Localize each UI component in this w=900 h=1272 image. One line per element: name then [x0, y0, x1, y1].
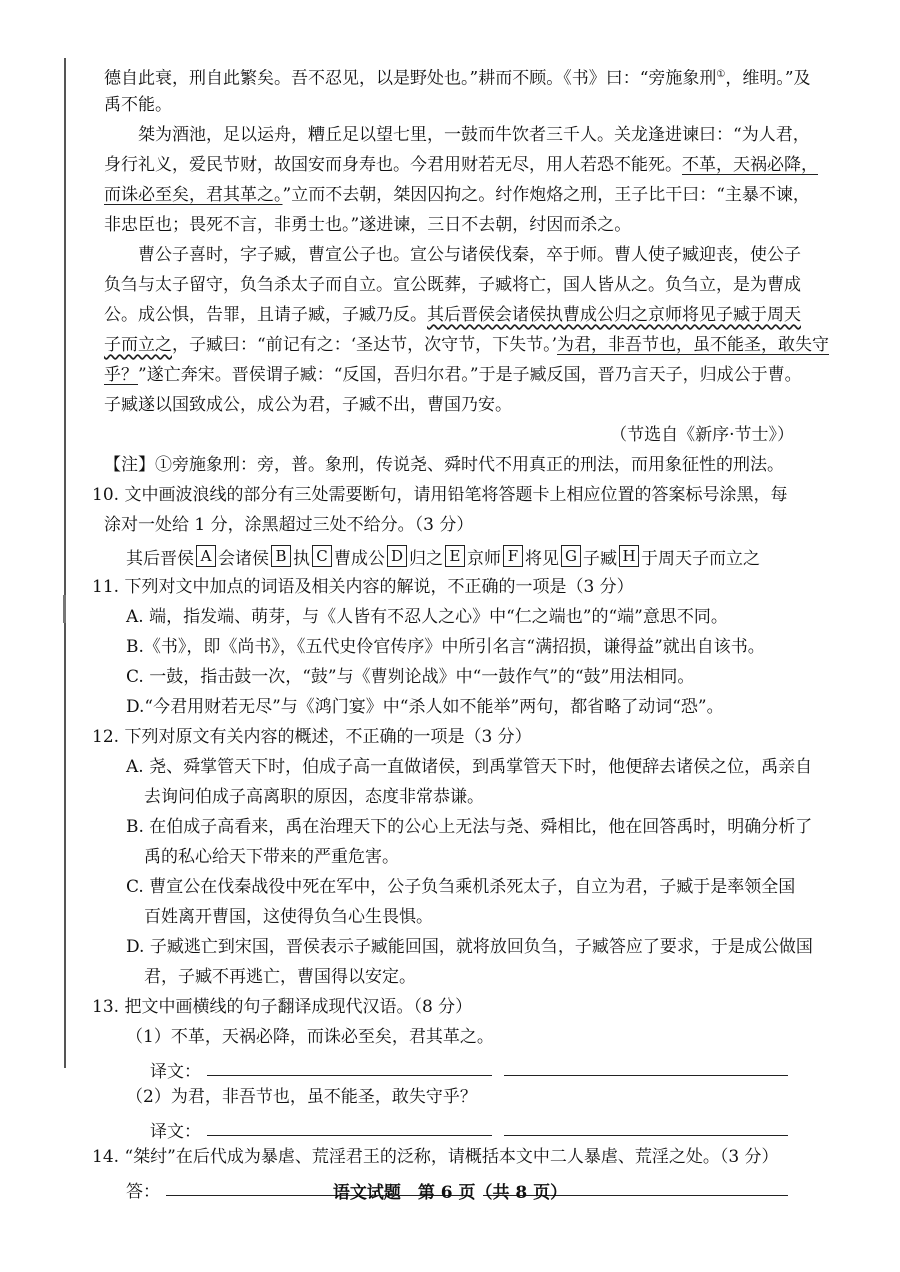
question-11-option-c[interactable]: C. 一鼓，指击鼓一次，“鼓”与《曹刿论战》中“一鼓作气”的“鼓”用法相同。	[126, 667, 695, 687]
question-12-option-b-cont[interactable]: 禹的私心给天下带来的严重危害。	[144, 847, 399, 867]
passage-line	[104, 300, 801, 330]
sentence-segment: 将见	[525, 548, 559, 569]
passage-line: 曹公子喜时，字子臧，曹宣公子也。宣公与诸侯伐秦，卒于师。曹人使子臧迎丧，使公子	[138, 245, 801, 265]
answer-box-h[interactable]: H	[619, 545, 639, 567]
sentence-segment: 京师	[467, 548, 501, 569]
exam-page	[92, 60, 829, 1202]
question-13-sentence-2: （2）为君，非吾节也，虽不能圣，敢失守乎？	[126, 1087, 477, 1107]
passage-text: 德自此衰，刑自此繁矣。吾不忍见，以是野处也。”耕而不顾。《书》曰：“旁施象刑	[104, 68, 717, 89]
question-12-option-d[interactable]: D. 子臧逃亡到宋国，晋侯表示子臧能回国，就将放回负刍，子臧答应了要求，于是成公做国	[126, 937, 813, 957]
passage-line: 桀为酒池，足以运舟，糟丘足以望七里，一鼓而牛饮者三千人。关龙逢进谏曰：“为人君，	[138, 125, 810, 145]
question-12-option-a-cont[interactable]: 去询问伯成子高离职的原因，态度非常恭谦。	[144, 787, 484, 807]
answer-box-a[interactable]: A	[196, 545, 216, 567]
passage-line	[104, 150, 818, 180]
underlined-sentence: 而诛必至矣，君其革之。	[104, 185, 283, 205]
question-11-option-d[interactable]: D.“今君用财若无尽”与《鸿门宴》中“杀人如不能举”两句，都省略了动词“恐”。	[126, 697, 724, 717]
sentence-segment: 于周天子而立之	[641, 548, 760, 569]
passage-source: （节选自《新序·节士》）	[610, 425, 794, 445]
question-10-stem-cont: 涂对一处给 1 分，涂黑超过三处不给分。（3 分）	[104, 515, 474, 535]
underlined-sentence: 不革，天祸必降，	[682, 155, 818, 175]
question-11-option-a[interactable]: A. 端，指发端、萌芽，与《人皆有不忍人之心》中“仁之端也”的“端”意思不同。	[126, 607, 728, 627]
underlined-sentence: 乎？	[104, 365, 138, 385]
sentence-segment: 执	[293, 548, 310, 569]
passage-text: ，子臧曰：“前记有之：‘圣达节，次守节，下失节。’	[172, 335, 557, 355]
footnote-marker: ①	[716, 69, 726, 80]
answer-box-d[interactable]: D	[387, 545, 407, 567]
passage-text: 身行礼义，爱民节财，故国安而身寿也。今君用财若无尽，用人若恐不能死。	[104, 155, 682, 175]
sentence-segment: 曹成公	[334, 548, 385, 569]
question-10-stem: 10. 文中画波浪线的部分有三处需要断句，请用铅笔将答题卡上相应位置的答案标号涂黑，每	[92, 485, 788, 505]
page-footer: 语文试题 第 6 页（共 8 页）	[332, 1183, 568, 1203]
margin-tick	[63, 595, 66, 623]
answer-box-b[interactable]: B	[271, 545, 291, 567]
question-11-option-b[interactable]: B.《书》，即《尚书》，《五代史伶官传序》中所引名言“满招损，谦得益”就出自该书。	[126, 637, 765, 657]
question-13-sentence-1: （1）不革，天祸必降，而诛必至矣，君其革之。	[126, 1027, 494, 1047]
question-13-stem: 13. 把文中画横线的句子翻译成现代汉语。（8 分）	[92, 997, 473, 1017]
question-12-option-b[interactable]: B. 在伯成子高看来，禹在治理天下的公心上无法与尧、舜相比，他在回答禹时，明确分析了	[126, 817, 813, 837]
passage-text: ，维明。”及	[725, 68, 811, 89]
answer-box-f[interactable]: F	[503, 545, 523, 567]
sentence-segment: 归之	[409, 548, 443, 569]
question-14-stem: 14. “桀纣”在后代成为暴虐、荒淫君王的泛称，请概括本文中二人暴虐、荒淫之处。（3 分）	[92, 1147, 779, 1167]
sentence-segment: 会诸侯	[218, 548, 269, 569]
passage-line	[104, 330, 829, 360]
question-12-option-d-cont[interactable]: 君，子臧不再逃亡，曹国得以安定。	[144, 967, 416, 987]
passage-line	[104, 60, 811, 90]
passage-note: 【注】①旁施象刑：旁，普。象刑，传说尧、舜时代不用真正的刑法，而用象征性的刑法。	[104, 455, 784, 475]
translation-label: 译文：	[150, 1062, 201, 1082]
answer-box-g[interactable]: G	[561, 545, 581, 567]
answer-label: 答：	[126, 1182, 160, 1202]
underlined-sentence: 为君，非吾节也，虽不能圣，敢失守	[557, 335, 829, 355]
passage-line: 禹不能。	[104, 95, 172, 115]
passage-text: 公。成公惧，告罪，且请子臧，子臧乃反。	[104, 305, 427, 325]
answer-box-c[interactable]: C	[312, 545, 332, 567]
question-10-breaks	[104, 540, 794, 572]
passage-line: 负刍与太子留守，负刍杀太子而自立。宣公既葬，子臧将亡，国人皆从之。负刍立，是为曹成	[104, 275, 801, 295]
wavy-segment: 其后晋侯会诸侯执曹成公归之京师将见子臧于周天	[427, 305, 801, 325]
passage-text: ”遂亡奔宋。晋侯谓子臧：“反国，吾归尔君。”于是子臧反国，晋乃言天子，归成公于曹。	[138, 365, 802, 385]
passage-line	[104, 180, 810, 210]
passage-line: 子臧遂以国致成公，成公为君，子臧不出，曹国乃安。	[104, 395, 512, 415]
sentence-segment: 子臧	[583, 548, 617, 569]
translation-2-row	[104, 1112, 794, 1142]
margin-rule	[64, 58, 66, 1068]
answer-blank[interactable]	[504, 1134, 789, 1136]
passage-line	[104, 360, 802, 390]
question-11-stem: 11. 下列对文中加点的词语及相关内容的解说，不正确的一项是（3 分）	[92, 577, 634, 597]
translation-1-row	[104, 1052, 794, 1082]
passage-line: 非忠臣也；畏死不言，非勇士也。”遂进谏，三日不去朝，纣因而杀之。	[104, 215, 632, 235]
answer-blank[interactable]	[207, 1134, 492, 1136]
sentence-segment: 其后晋侯	[126, 548, 194, 569]
answer-blank[interactable]	[207, 1074, 492, 1076]
wavy-segment: 子而立之	[104, 335, 172, 355]
passage-text: ”立而不去朝，桀因囚拘之。纣作炮烙之刑，王子比干曰：“主暴不谏，	[282, 185, 810, 205]
answer-box-e[interactable]: E	[445, 545, 465, 567]
question-12-option-a[interactable]: A. 尧、舜掌管天下时，伯成子高一直做诸侯，到禹掌管天下时，他便辞去诸侯之位，禹亲自	[126, 757, 813, 777]
question-12-option-c-cont[interactable]: 百姓离开曹国，这使得负刍心生畏惧。	[144, 907, 433, 927]
translation-label: 译文：	[150, 1122, 201, 1142]
question-12-option-c[interactable]: C. 曹宣公在伐秦战役中死在军中，公子负刍乘机杀死太子，自立为君，子臧于是率领全国	[126, 877, 796, 897]
answer-blank[interactable]	[504, 1074, 789, 1076]
question-12-stem: 12. 下列对原文有关内容的概述，不正确的一项是（3 分）	[92, 727, 532, 747]
